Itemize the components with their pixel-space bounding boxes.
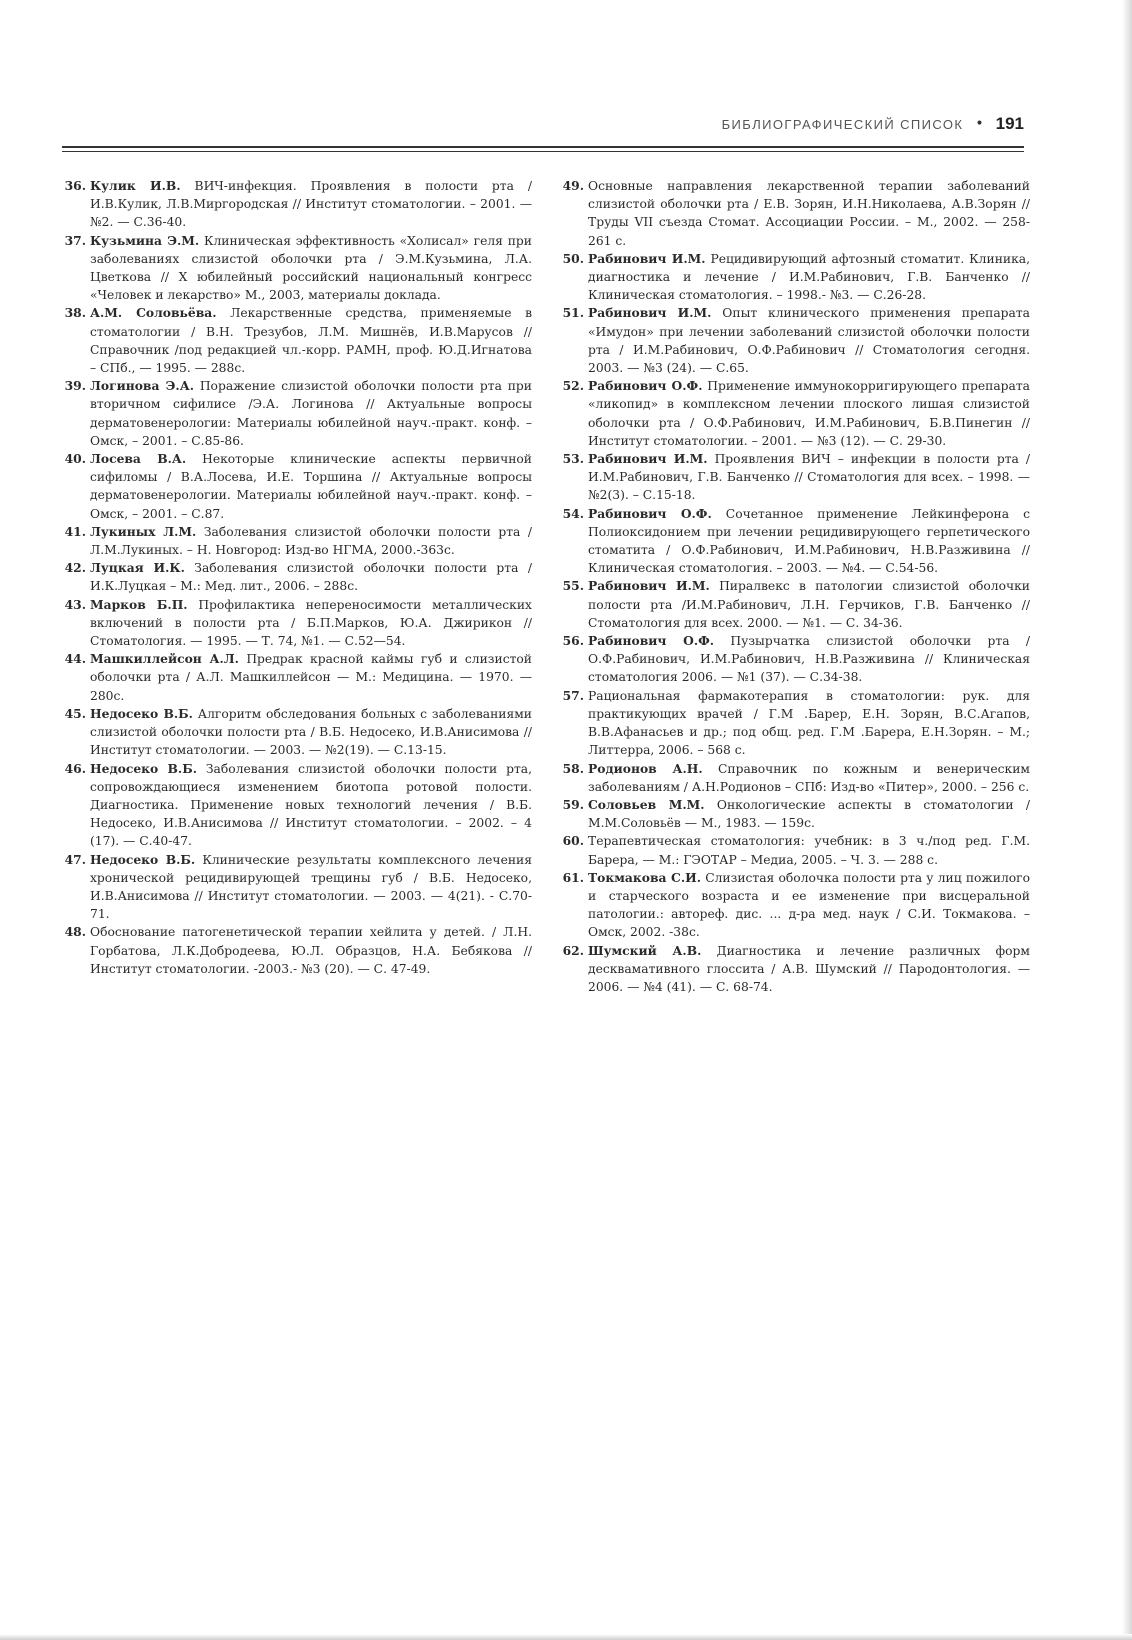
reference-text: Онкологические аспекты в стоматологии / М.М.Соловьёв — М., 1983. — 159с. xyxy=(588,797,1031,831)
reference-author: Родионов А.Н. xyxy=(588,760,703,776)
reference-entry xyxy=(64,559,532,595)
reference-entry xyxy=(562,869,1030,942)
reference-number: 46. xyxy=(64,760,86,776)
reference-author: Токмакова С.И. xyxy=(588,869,702,885)
right-column xyxy=(562,177,1031,996)
reference-author: Недосеко В.Б. xyxy=(90,851,196,867)
reference-author: Недосеко В.Б. xyxy=(90,760,197,776)
reference-entry xyxy=(562,760,1030,796)
reference-text: Слизистая оболочка полости рта у лиц пожилого и старческого возраста и ее изменение при висцеральной патологии.: автореф. дис. ... д-ра мед. наук / С.И. Токмакова. – Омск, 2002. -38с. xyxy=(588,870,1030,940)
reference-number: 38. xyxy=(64,305,86,321)
reference-text: Заболевания слизистой оболочки полости рта / И.К.Луцкая – М.: Мед. лит., 2006. – 288с. xyxy=(90,561,532,594)
section-title: БИБЛИОГРАФИЧЕСКИЙ СПИСОК xyxy=(721,116,964,132)
reference-entry xyxy=(64,377,532,450)
page-bottom-shadow xyxy=(0,1634,1132,1640)
reference-entry xyxy=(64,851,532,924)
reference-author: Рабинович И.М. xyxy=(588,250,706,266)
reference-entry xyxy=(64,760,532,851)
reference-entry xyxy=(562,304,1030,377)
reference-author: Лосева В.А. xyxy=(90,451,187,467)
header-rule-thick xyxy=(62,146,1024,148)
reference-number: 44. xyxy=(64,651,86,667)
reference-entry xyxy=(562,577,1031,632)
reference-number: 59. xyxy=(562,796,584,812)
reference-entry xyxy=(64,232,532,305)
reference-author: Луцкая И.К. xyxy=(90,560,185,576)
reference-number: 56. xyxy=(562,633,584,649)
reference-entry xyxy=(64,304,533,377)
reference-author: А.М. Соловьёва. xyxy=(90,305,217,321)
reference-entry xyxy=(562,632,1030,687)
reference-entry xyxy=(64,596,532,651)
reference-entry xyxy=(562,687,1030,760)
reference-number: 48. xyxy=(64,924,86,940)
reference-author: Соловьев М.М. xyxy=(588,796,705,812)
reference-text: Клиническая эффективность «Холисал» геля при заболеваниях слизистой оболочки рта / Э.М.Кузьмина, Л.А. Цветкова // X юбилейный российский национальный конгресс «Человек и лекарство» М., 2003, материалы доклада. xyxy=(90,233,532,303)
reference-text: Предрак красной каймы губ и слизистой оболочки рта / А.Л. Машкиллейсон — М.: Медицина. — 1970. — 280с. xyxy=(90,652,532,703)
reference-author: Рабинович О.Ф. xyxy=(588,505,712,521)
reference-number: 41. xyxy=(64,523,86,539)
reference-entry xyxy=(64,923,532,978)
reference-number: 60. xyxy=(562,833,584,849)
reference-text: Некоторые клинические аспекты первичной сифиломы / В.А.Лосева, И.Е. Торшина // Актуальные вопросы дерматовенерологии. Материалы юбилейной науч.-практ. конф. – Омск, – 2001. – С.87. xyxy=(90,452,532,521)
reference-text: Лекарственные средства, применяемые в стоматологии / В.Н. Трезубов, Л.М. Мишнёв, И.В.Марусов // Справочник /под редакцией чл.-корр. РАМН, проф. Ю.Д.Игнатова – СПб., — 1995. — 288с. xyxy=(90,306,533,376)
header-rule-thin xyxy=(62,151,1024,152)
reference-text: Диагностика и лечение различных форм десквамативного глоссита / А.В. Шумский // Пародонтология. — 2006. — №4 (41). — С. 68-74. xyxy=(588,943,1030,994)
reference-number: 49. xyxy=(562,178,584,193)
reference-number: 58. xyxy=(562,760,584,776)
reference-entry xyxy=(64,450,532,523)
reference-number: 50. xyxy=(562,250,584,266)
reference-author: Рабинович О.Ф. xyxy=(588,633,715,649)
reference-number: 36. xyxy=(64,178,86,193)
reference-author: Рабинович И.М. xyxy=(588,305,712,321)
reference-number: 62. xyxy=(562,942,584,958)
reference-number: 47. xyxy=(64,851,86,867)
reference-number: 39. xyxy=(64,378,86,394)
reference-text: Основные направления лекарственной терапии заболеваний слизистой оболочки рта / Е.В. Зорян, И.Н.Николаева, А.В.Зорян // Труды VII съезда Стомат. Ассоциации России. – М., 2002. — 258-261 с. xyxy=(588,179,1030,248)
reference-text: Рецидивирующий афтозный стоматит. Клиника, диагностика и лечение / И.М.Рабинович, Г.В. Банченко // Клиническая стоматология. – 1998.- №3. — С.26-28. xyxy=(588,251,1031,303)
reference-entry xyxy=(562,377,1030,450)
reference-entry xyxy=(64,177,533,232)
reference-number: 51. xyxy=(562,305,584,321)
reference-author: Рабинович И.М. xyxy=(588,451,708,467)
reference-number: 37. xyxy=(64,232,86,248)
reference-author: Лукиных Л.М. xyxy=(90,523,197,539)
reference-author: Машкиллейсон А.Л. xyxy=(90,651,239,667)
reference-number: 53. xyxy=(562,451,584,467)
reference-text: Пузырчатка слизистой оболочки рта / О.Ф.Рабинович, И.М.Рабинович, Н.В.Разживина // Клиническая стоматология 2006. — №1 (37). — С.34-38. xyxy=(588,634,1030,685)
reference-text: Пиралвекс в патологии слизистой оболочки полости рта /И.М.Рабинович, Л.Н. Герчиков, Г.В. Банченко // Стоматология для всех. 2000. — №1. — С. 34-36. xyxy=(588,579,1031,630)
reference-text: Проявления ВИЧ – инфекции в полости рта / И.М.Рабинович, Г.В. Банченко // Стоматология для всех. – 1998. — №2(3). – С.15-18. xyxy=(588,452,1030,503)
reference-entry xyxy=(562,796,1031,832)
reference-text: Сочетанное применение Лейкинферона с Полиоксидонием при лечении рецидивирующего герпетического стоматита / О.Ф.Рабинович, И.М.Рабинович, Н.В.Разживина // Клиническая стоматология. – 2003. — №4. — С.54-56. xyxy=(588,506,1030,576)
reference-text: Терапевтическая стоматология: учебник: в 3 ч./под ред. Г.М. Барера, — М.: ГЭОТАР – Медиа, 2005. – Ч. 3. — 288 с. xyxy=(588,834,1030,867)
reference-number: 45. xyxy=(64,705,86,721)
running-header xyxy=(62,112,1024,136)
reference-number: 61. xyxy=(562,869,584,885)
reference-number: 52. xyxy=(562,378,584,394)
reference-text: Профилактика непереносимости металлических включений в полости рта / Б.П.Марков, Ю.А. Джирикон // Стоматология. — 1995. — Т. 74, №1. — С.52—54. xyxy=(90,597,532,649)
reference-entry xyxy=(562,177,1030,250)
header-bullet: • xyxy=(975,116,984,132)
reference-author: Шумский А.В. xyxy=(588,942,702,958)
reference-number: 43. xyxy=(64,596,86,612)
page-edge-shadow xyxy=(1122,0,1132,1640)
reference-text: Справочник по кожным и венерическим заболеваниям / А.Н.Родионов – СПб: Изд-во «Питер», 2000. – 256 с. xyxy=(588,761,1030,794)
reference-text: Опыт клинического применения препарата «Имудон» при лечении заболеваний слизистой оболочки полости рта / И.М.Рабинович, О.Ф.Рабинович // Стоматология сегодня. 2003. — №3 (24). — С.65. xyxy=(588,306,1030,376)
reference-entry xyxy=(562,450,1030,505)
reference-entry xyxy=(562,505,1030,578)
reference-entry xyxy=(562,942,1030,997)
reference-author: Марков Б.П. xyxy=(90,596,188,612)
reference-author: Недосеко В.Б. xyxy=(90,705,193,721)
reference-author: Кузьмина Э.М. xyxy=(90,232,200,248)
reference-number: 42. xyxy=(64,560,86,576)
reference-author: Рабинович О.Ф. xyxy=(588,378,703,394)
reference-text: Применение иммунокорригирующего препарата «ликопид» в комплексном лечении плоского лишая слизистой оболочки рта / О.Ф.Рабинович, И.М.Рабинович, Б.В.Пинегин // Институт стоматологии. – 2001. — №3 (12). — С. 29-30. xyxy=(588,379,1030,448)
reference-author: Рабинович И.М. xyxy=(588,578,710,594)
reference-text: Клинические результаты комплексного лечения хронической рецидивирующей трещины губ / В.Б. Недосеко, И.В.Анисимова // Институт стоматологии. — 2003. — 4(21). - С.70-71. xyxy=(90,852,532,922)
reference-text: ВИЧ-инфекция. Проявления в полости рта / И.В.Кулик, Л.В.Миргородская // Институт стоматологии. – 2001. — №2. — С.36-40. xyxy=(90,179,533,230)
reference-text: Заболевания слизистой оболочки полости рта, сопровождающиеся изменением биотопа ротовой полости. Диагностика. Применение новых технологий лечения / В.Б. Недосеко, И.В.Анисимова // Институт стоматологии. – 2002. – 4 (17). — С.40-47. xyxy=(90,761,532,849)
reference-number: 54. xyxy=(562,505,584,521)
reference-entry xyxy=(64,650,532,705)
reference-text: Поражение слизистой оболочки полости рта при вторичном сифилисе /Э.А. Логинова // Актуальные вопросы дерматовенерологии: Материалы юбилейной науч.-практ. конф. – Омск, – 2001. – С.85-86. xyxy=(90,379,532,448)
reference-entry xyxy=(562,250,1031,305)
reference-text: Алгоритм обследования больных с заболеваниями слизистой оболочки полости рта / В.Б. Недосеко, И.В.Анисимова // Институт стоматологии. — 2003. — №2(19). — С.13-15. xyxy=(90,706,533,758)
page-number: 191 xyxy=(995,114,1024,133)
reference-author: Кулик И.В. xyxy=(90,178,181,193)
reference-number: 40. xyxy=(64,451,86,467)
reference-entry xyxy=(64,523,532,559)
reference-entry xyxy=(562,832,1030,868)
reference-entry xyxy=(64,705,533,760)
reference-number: 55. xyxy=(562,578,584,594)
reference-text: Обоснование патогенетической терапии хейлита у детей. / Л.Н. Горбатова, Л.К.Добродеева, Ю.Л. Образцов, Н.А. Бебякова // Институт стоматологии. -2003.- №3 (20). — С. 47-49. xyxy=(90,925,532,976)
left-column xyxy=(64,177,533,978)
reference-text: Заболевания слизистой оболочки полости рта / Л.М.Лукиных. – Н. Новгород: Изд-во НГМА, 2000.-363с. xyxy=(90,524,532,558)
reference-text: Рациональная фармакотерапия в стоматологии: рук. для практикующих врачей / Г.М .Барер, Е.Н. Зорян, В.С.Агапов, В.В.Афанасьев и др.; под общ. ред. Г.М .Барера, Е.Н.Зорян. – М.; Литтерра, 2006. – 568 с. xyxy=(588,688,1030,758)
reference-number: 57. xyxy=(562,687,584,703)
reference-author: Логинова Э.А. xyxy=(90,378,194,394)
